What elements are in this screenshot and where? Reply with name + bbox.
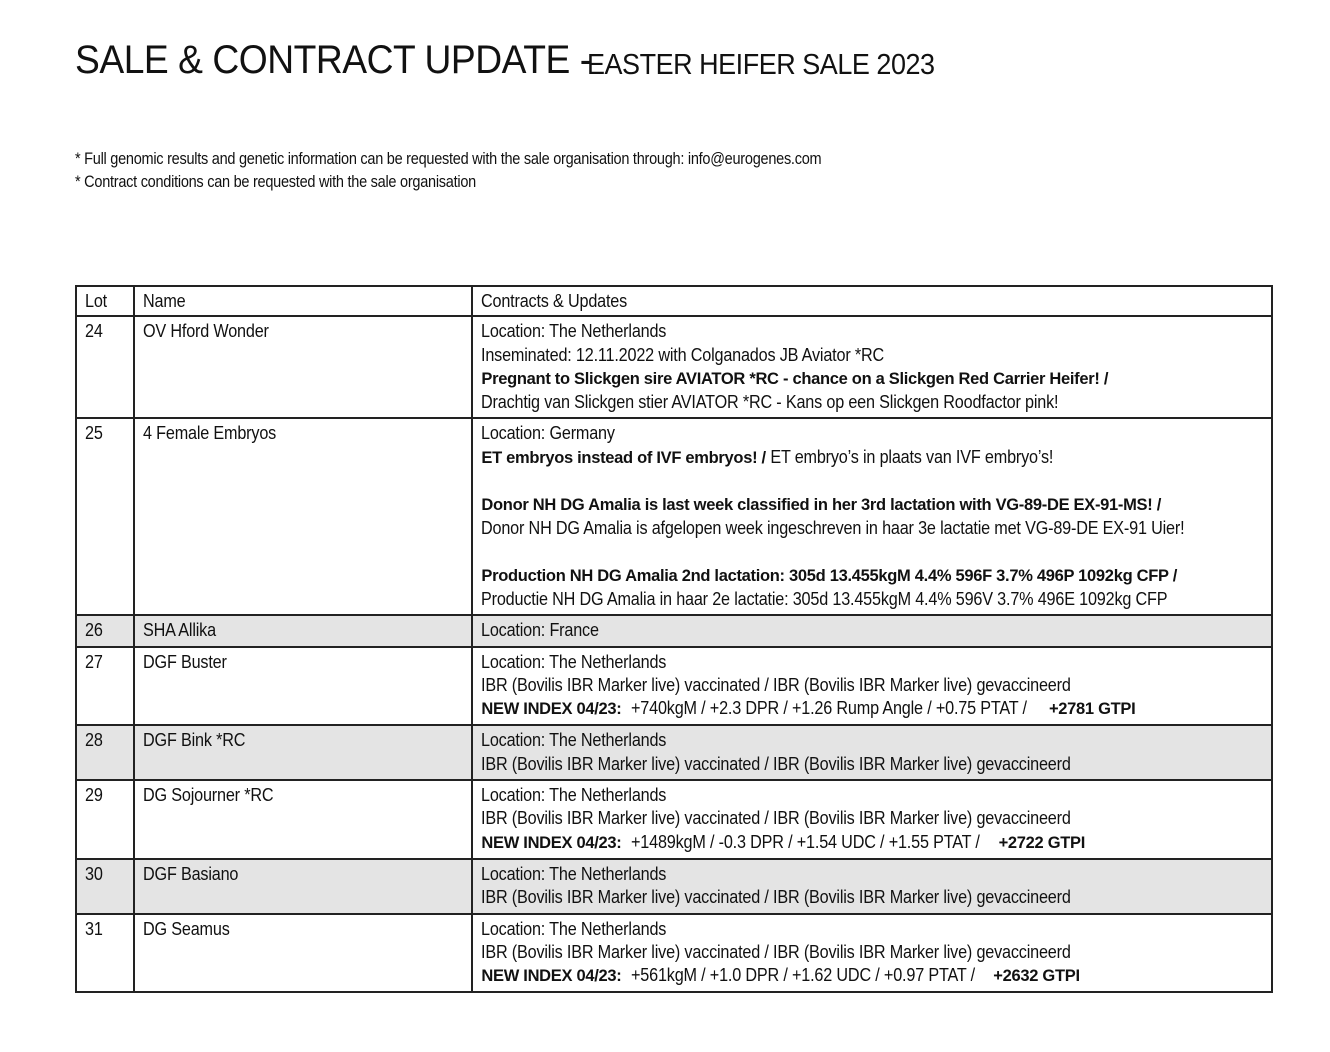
lot-number: 29 <box>85 785 103 806</box>
cell-name <box>134 859 472 914</box>
update-line: IBR (Bovilis IBR Marker live) vaccinated / IBR (Bovilis IBR Marker live) gevaccineerd <box>481 753 1072 774</box>
lot-name: DG Sojourner *RC <box>143 785 274 806</box>
spacer <box>481 470 1263 493</box>
lot-name: 4 Female Embryos <box>143 423 277 444</box>
spacer <box>481 541 1263 564</box>
index-label: NEW INDEX 04/23: <box>481 833 622 852</box>
index-label: NEW INDEX 04/23: <box>481 700 622 719</box>
update-line: Location: France <box>481 620 600 641</box>
cell-lot <box>76 859 134 914</box>
update-line: Location: The Netherlands <box>481 321 667 342</box>
update-line: Donor NH DG Amalia is afgelopen week ingeschreven in haar 3e lactatie met VG-89-DE EX-91 Uier! <box>481 518 1185 539</box>
lot-name: DGF Basiano <box>143 863 239 884</box>
cell-name <box>134 780 472 859</box>
lot-number: 24 <box>85 321 103 342</box>
cell-name <box>134 725 472 780</box>
lot-name: DG Seamus <box>143 918 230 939</box>
notes <box>75 148 923 194</box>
title-main: SALE & CONTRACT UPDATE - <box>75 38 592 82</box>
lot-number: 25 <box>85 423 103 444</box>
cell-name <box>134 316 472 418</box>
cell-name <box>134 615 472 646</box>
update-line: Location: The Netherlands <box>481 918 667 939</box>
index-values: +1489kgM / -0.3 DPR / +1.54 UDC / +1.55 PTAT / <box>631 831 980 852</box>
cell-updates <box>472 914 1272 993</box>
update-line-bold: Pregnant to Slickgen sire AVIATOR *RC - chance on a Slickgen Red Carrier Heifer! / <box>481 369 1109 388</box>
update-line: IBR (Bovilis IBR Marker live) vaccinated / IBR (Bovilis IBR Marker live) gevaccineerd <box>481 887 1072 908</box>
column-header-updates <box>472 286 1272 316</box>
update-line: Inseminated: 12.11.2022 with Colganados JB Aviator *RC <box>481 344 885 365</box>
cell-name <box>134 914 472 993</box>
lot-number: 27 <box>85 651 103 672</box>
cell-updates <box>472 615 1272 646</box>
page-title <box>75 38 935 83</box>
cell-updates <box>472 725 1272 780</box>
update-line: Location: The Netherlands <box>481 651 667 672</box>
update-line: Location: The Netherlands <box>481 863 667 884</box>
update-line: Productie NH DG Amalia in haar 2e lactatie: 305d 13.455kgM 4.4% 596V 3.7% 496E 1092kg CFP <box>481 588 1168 609</box>
update-line-bold: Production NH DG Amalia 2nd lactation: 305d 13.455kgM 4.4% 596F 3.7% 496P 1092kg CFP / <box>481 566 1177 585</box>
cell-lot <box>76 725 134 780</box>
table-header-row <box>76 286 1272 316</box>
update-line: Location: Germany <box>481 423 616 444</box>
title-subtitle: EASTER HEIFER SALE 2023 <box>587 49 935 81</box>
lot-name: SHA Allika <box>143 620 217 641</box>
table-row <box>76 647 1272 726</box>
index-values: +561kgM / +1.0 DPR / +1.62 UDC / +0.97 PTAT / <box>631 965 976 986</box>
table-row <box>76 615 1272 646</box>
index-values: +740kgM / +2.3 DPR / +1.26 Rump Angle / +0.75 PTAT / <box>631 698 1027 719</box>
header-label: Lot <box>85 291 107 311</box>
index-gtpi: +2632 GTPI <box>993 967 1080 986</box>
lot-number: 31 <box>85 918 103 939</box>
update-line: Location: The Netherlands <box>481 785 667 806</box>
lot-number: 26 <box>85 620 103 641</box>
update-line: Drachtig van Slickgen stier AVIATOR *RC - Kans op een Slickgen Roodfactor pink! <box>481 392 1059 413</box>
lot-name: DGF Bink *RC <box>143 730 246 751</box>
cell-lot <box>76 647 134 726</box>
cell-updates <box>472 647 1272 726</box>
index-label: NEW INDEX 04/23: <box>481 967 622 986</box>
lot-name: DGF Buster <box>143 651 227 672</box>
table-row <box>76 725 1272 780</box>
update-line: IBR (Bovilis IBR Marker live) vaccinated / IBR (Bovilis IBR Marker live) gevaccineerd <box>481 941 1072 962</box>
table-row <box>76 914 1272 993</box>
note-genomic: * Full genomic results and genetic information can be requested with the sale organisation through: info@eurogenes.com <box>75 150 822 168</box>
update-line: IBR (Bovilis IBR Marker live) vaccinated / IBR (Bovilis IBR Marker live) gevaccineerd <box>481 674 1072 695</box>
contracts-table <box>75 285 1273 993</box>
cell-updates <box>472 418 1272 615</box>
update-line-bold: Donor NH DG Amalia is last week classified in her 3rd lactation with VG-89-DE EX-91-MS! / <box>481 496 1162 515</box>
cell-lot <box>76 418 134 615</box>
table-row <box>76 418 1272 615</box>
header-label: Name <box>143 291 186 311</box>
column-header-lot <box>76 286 134 316</box>
table-row <box>76 780 1272 859</box>
note-contract: * Contract conditions can be requested with the sale organisation <box>75 173 476 191</box>
update-line: Location: The Netherlands <box>481 730 667 751</box>
table-row <box>76 859 1272 914</box>
index-gtpi: +2722 GTPI <box>998 833 1086 852</box>
cell-lot <box>76 615 134 646</box>
cell-updates <box>472 859 1272 914</box>
cell-name <box>134 418 472 615</box>
table-row <box>76 316 1272 418</box>
header-label: Contracts & Updates <box>481 291 628 311</box>
update-line: IBR (Bovilis IBR Marker live) vaccinated / IBR (Bovilis IBR Marker live) gevaccineerd <box>481 808 1072 829</box>
lot-name: OV Hford Wonder <box>143 321 269 342</box>
cell-updates <box>472 780 1272 859</box>
update-line-bold: ET embryos instead of IVF embryos! / <box>481 448 766 467</box>
cell-name <box>134 647 472 726</box>
column-header-name <box>134 286 472 316</box>
update-line: ET embryo’s in plaats van IVF embryo’s! <box>765 446 1054 467</box>
cell-lot <box>76 316 134 418</box>
index-gtpi: +2781 GTPI <box>1048 700 1136 719</box>
lot-number: 30 <box>85 863 103 884</box>
lot-number: 28 <box>85 730 103 751</box>
cell-updates <box>472 316 1272 418</box>
cell-lot <box>76 780 134 859</box>
cell-lot <box>76 914 134 993</box>
